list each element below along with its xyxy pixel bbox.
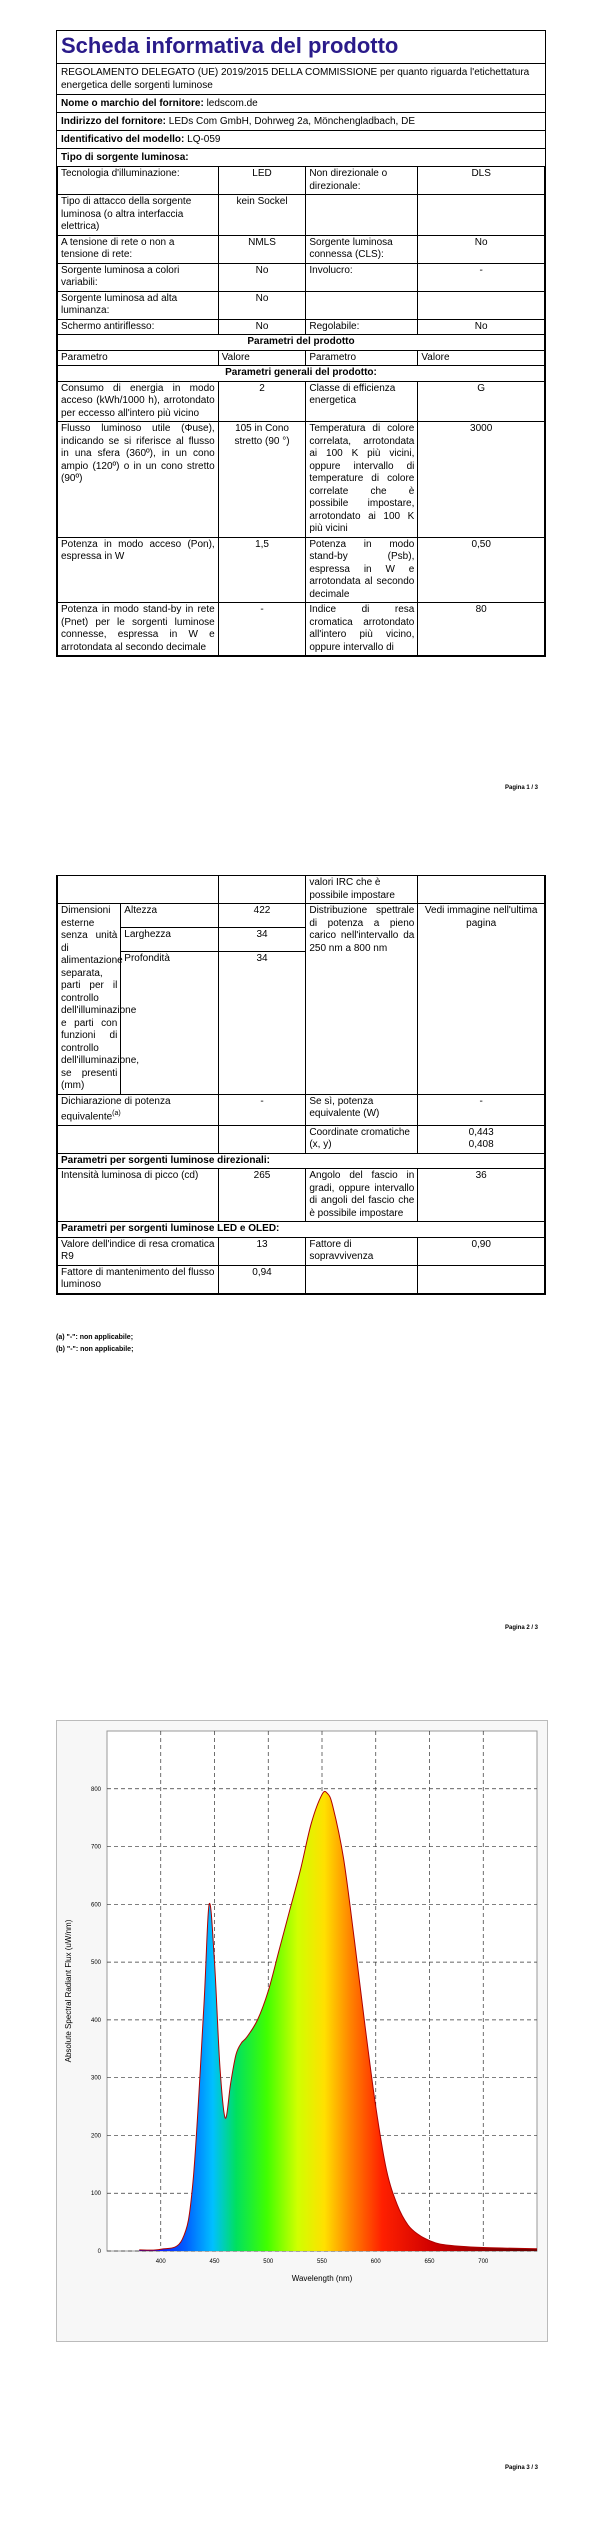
envelope-label: Involucro:: [306, 263, 418, 291]
height-value: 422: [218, 904, 306, 928]
footnote-marker: (a): [112, 1110, 121, 1117]
y-tick-label: 600: [90, 1902, 101, 1909]
survival-value: 0,90: [418, 1237, 545, 1265]
product-sheet-page-2: [56, 875, 546, 1295]
equiv-power-label: Se sì, potenza equivalente (W): [306, 1094, 418, 1125]
page-2: [0, 840, 595, 1680]
dimmable-label: Regolabile:: [306, 319, 418, 335]
x-tick-label: 550: [316, 2259, 328, 2265]
pnet-label: Potenza in modo stand-by in rete (Pnet) per le sorgenti luminose connesse, espressa in W e arrotondata al secondo decimale: [58, 603, 219, 656]
table-row: [58, 1169, 545, 1222]
y-tick-label: 200: [90, 2133, 101, 2140]
table-row: [58, 876, 545, 904]
antiglare-label: Schermo antiriflesso:: [58, 319, 219, 335]
empty-cell: [418, 1265, 545, 1293]
psb-label: Potenza in modo stand-by (Psb), espressa in W e arrotondata al secondo decimale: [306, 537, 418, 603]
energy-label: Consumo di energia in modo acceso (kWh/1000 h), arrotondato per eccesso all'intero più vicino: [58, 381, 219, 422]
product-sheet-page-1: [56, 30, 546, 657]
general-header: Parametri generali del prodotto:: [58, 366, 545, 382]
energy-value: 2: [218, 381, 306, 422]
x-tick-label: 500: [263, 2259, 274, 2265]
mains-value: NMLS: [218, 235, 306, 263]
footnote-a: (a) "-": non applicabile;: [56, 1334, 134, 1341]
connected-value: No: [418, 235, 545, 263]
directional-label: Non direzionale o direzionale:: [306, 167, 418, 195]
y-tick-label: 500: [90, 1960, 101, 1967]
r9-value: 13: [218, 1237, 306, 1265]
table-row: [58, 1094, 545, 1125]
table-row: [58, 350, 545, 366]
spectrum-svg: [57, 1721, 545, 2339]
equiv-label: Dichiarazione di potenza equivalente: [61, 1095, 171, 1123]
x-tick-label: 700: [478, 2259, 489, 2265]
depth-label: Profondità: [121, 951, 218, 1094]
y-tick-label: 300: [90, 2075, 101, 2082]
height-label: Altezza: [121, 904, 218, 928]
table-row: [58, 291, 545, 319]
equiv-label-cell: [58, 1094, 219, 1125]
model-label: Identificativo del modello:: [61, 134, 185, 145]
cap-value: kein Sockel: [218, 195, 306, 236]
peak-value: 265: [218, 1169, 306, 1222]
page-footer: Pagina 2 / 3: [505, 1625, 539, 1631]
pnet-value: -: [218, 603, 306, 656]
empty-cell: [218, 876, 306, 904]
table-row: [58, 195, 545, 236]
r9-label: Valore dell'indice di resa cromatica R9: [58, 1237, 219, 1265]
dls-header: Parametri per sorgenti luminose direzionali:: [58, 1153, 545, 1169]
envelope-value: -: [418, 263, 545, 291]
pon-value: 1,5: [218, 537, 306, 603]
beam-label: Angolo del fascio in gradi, oppure intervallo di angoli del fascio che è possibile impostare: [306, 1169, 418, 1222]
y-tick-label: 400: [90, 2017, 101, 2024]
x-tick-label: 600: [370, 2259, 381, 2265]
cri-value: 80: [418, 603, 545, 656]
directional-value: DLS: [418, 167, 545, 195]
empty-cell: [58, 876, 219, 904]
x-axis-label: Wavelength (nm): [291, 2274, 353, 2283]
table-row: [58, 381, 545, 422]
class-label: Classe di efficienza energetica: [306, 381, 418, 422]
address-label: Indirizzo del fornitore:: [61, 116, 166, 127]
table-row: [58, 1222, 545, 1238]
table-row: [58, 263, 545, 291]
depth-value: 34: [218, 951, 306, 1094]
mains-label: A tensione di rete o non a tensione di rete:: [58, 235, 219, 263]
supplier-row: [57, 95, 545, 113]
empty-cell: [306, 291, 418, 319]
footnote-b: (b) "-": non applicabile;: [56, 1346, 134, 1353]
colour-tunable-value: No: [218, 263, 306, 291]
beam-value: 36: [418, 1169, 545, 1222]
table-row: [58, 1125, 545, 1153]
spec-table-page-2: [57, 875, 545, 1294]
y-tick-label: 800: [90, 1786, 101, 1793]
chroma-value: [418, 1125, 545, 1153]
spd-label: Distribuzione spettrale di potenza a pieno carico nell'intervallo da 250 nm a 800 nm: [306, 904, 418, 1095]
y-ticks: [91, 1787, 102, 2255]
page-1: [0, 0, 595, 840]
supplier-label: Nome o marchio del fornitore:: [61, 98, 204, 109]
cct-label: Temperatura di colore correlata, arrotondata ai 100 K più vicini, oppure intervallo di temperature di colore correlate che è possibile impostare, arrotondato ai 100 K più vicini: [306, 422, 418, 538]
table-row: [58, 422, 545, 538]
survival-label: Fattore di sopravvivenza: [306, 1237, 418, 1265]
colour-tunable-label: Sorgente luminosa a colori variabili:: [58, 263, 219, 291]
table-row: [58, 537, 545, 603]
empty-cell: [306, 1265, 418, 1293]
peak-label: Intensità luminosa di picco (cd): [58, 1169, 219, 1222]
table-row: [58, 167, 545, 195]
dimmable-value: No: [418, 319, 545, 335]
y-tick-label: 100: [90, 2191, 101, 2198]
table-row: [58, 1153, 545, 1169]
address-value: LEDs Com GmbH, Dohrweg 2a, Mönchengladbach, DE: [168, 116, 416, 127]
maint-label: Fattore di mantenimento del flusso luminoso: [58, 1265, 219, 1293]
spectrum-chart: [56, 1720, 548, 2342]
high-lum-label: Sorgente luminosa ad alta luminanza:: [58, 291, 219, 319]
table-row: [58, 1237, 545, 1265]
page-title: Scheda informativa del prodotto: [57, 31, 545, 64]
x-tick-label: 450: [209, 2259, 220, 2265]
led-header: Parametri per sorgenti luminose LED e OLED:: [58, 1222, 545, 1238]
empty-cell: [218, 1125, 306, 1153]
y-tick-label: 700: [90, 1844, 101, 1851]
col-param-header: Parametro: [306, 350, 418, 366]
type-row: Tipo di sorgente luminosa:: [61, 152, 189, 163]
col-param-header: Parametro: [58, 350, 219, 366]
params-header: Parametri del prodotto: [58, 335, 545, 351]
empty-cell: [58, 1125, 219, 1153]
maint-value: 0,94: [218, 1265, 306, 1293]
spec-table-page-1: [57, 166, 545, 656]
model-row: [57, 131, 545, 149]
high-lum-value: No: [218, 291, 306, 319]
col-value-header: Valore: [218, 350, 306, 366]
antiglare-value: No: [218, 319, 306, 335]
width-value: 34: [218, 927, 306, 951]
cri-label: Indice di resa cromatica arrotondato all'intero più vicino, oppure intervallo di: [306, 603, 418, 656]
table-row: [58, 904, 545, 928]
dims-label: Dimensioni esterne senza unità di alimentazione separata, parti per il controllo dell'illuminazione e parti con funzioni di controllo dell'illuminazione, se presenti (mm): [58, 904, 121, 1095]
tech-label: Tecnologia d'illuminazione:: [58, 167, 219, 195]
tech-value: LED: [218, 167, 306, 195]
footnotes: [56, 1332, 133, 1356]
chroma-label: Coordinate cromatiche (x, y): [306, 1125, 418, 1153]
equiv-value: -: [218, 1094, 306, 1125]
spd-value: Vedi immagine nell'ultima pagina: [418, 904, 545, 1095]
flux-value: 105 in Cono stretto (90 °): [218, 422, 306, 538]
connected-label: Sorgente luminosa connessa (CLS):: [306, 235, 418, 263]
col-value-header: Valore: [418, 350, 545, 366]
empty-cell: [418, 876, 545, 904]
cap-label: Tipo di attacco della sorgente luminosa (o altra interfaccia elettrica): [58, 195, 219, 236]
empty-cell: [418, 195, 545, 236]
cct-value: 3000: [418, 422, 545, 538]
equiv-power-value: -: [418, 1094, 545, 1125]
regulation-text: REGOLAMENTO DELEGATO (UE) 2019/2015 DELLA COMMISSIONE per quanto riguarda l'etichettatura energetica delle sorgenti luminose: [57, 64, 545, 95]
table-row: [58, 1265, 545, 1293]
y-tick-label: 0: [97, 2249, 101, 2255]
table-row: [58, 235, 545, 263]
page-footer: Pagina 3 / 3: [505, 2465, 539, 2471]
x-tick-label: 650: [424, 2259, 435, 2265]
psb-value: 0,50: [418, 537, 545, 603]
x-tick-label: 400: [155, 2259, 166, 2265]
table-row: [58, 335, 545, 351]
chroma-x: 0,443: [468, 1126, 494, 1138]
empty-cell: [418, 291, 545, 319]
chroma-y: 0,408: [468, 1139, 494, 1151]
flux-label: Flusso luminoso utile (Φuse), indicando se si riferisce al flusso in una sfera (360º), in un cono ampio (120º) o in un cono stretto (90º): [58, 422, 219, 538]
class-value: G: [418, 381, 545, 422]
table-row: [58, 319, 545, 335]
empty-cell: [306, 195, 418, 236]
supplier-value: ledscom.de: [206, 98, 258, 109]
x-ticks: [156, 2259, 489, 2265]
model-value: LQ-059: [187, 134, 221, 145]
width-label: Larghezza: [121, 927, 218, 951]
y-axis-label: Absolute Spectral Radiant Flux (uW/nm): [64, 1919, 73, 2063]
table-row: [58, 603, 545, 656]
address-row: [57, 113, 545, 131]
page-footer: Pagina 1 / 3: [505, 785, 539, 791]
table-row: [58, 366, 545, 382]
pon-label: Potenza in modo acceso (Pon), espressa in W: [58, 537, 219, 603]
cri-continuation: valori IRC che è possibile impostare: [306, 876, 418, 904]
